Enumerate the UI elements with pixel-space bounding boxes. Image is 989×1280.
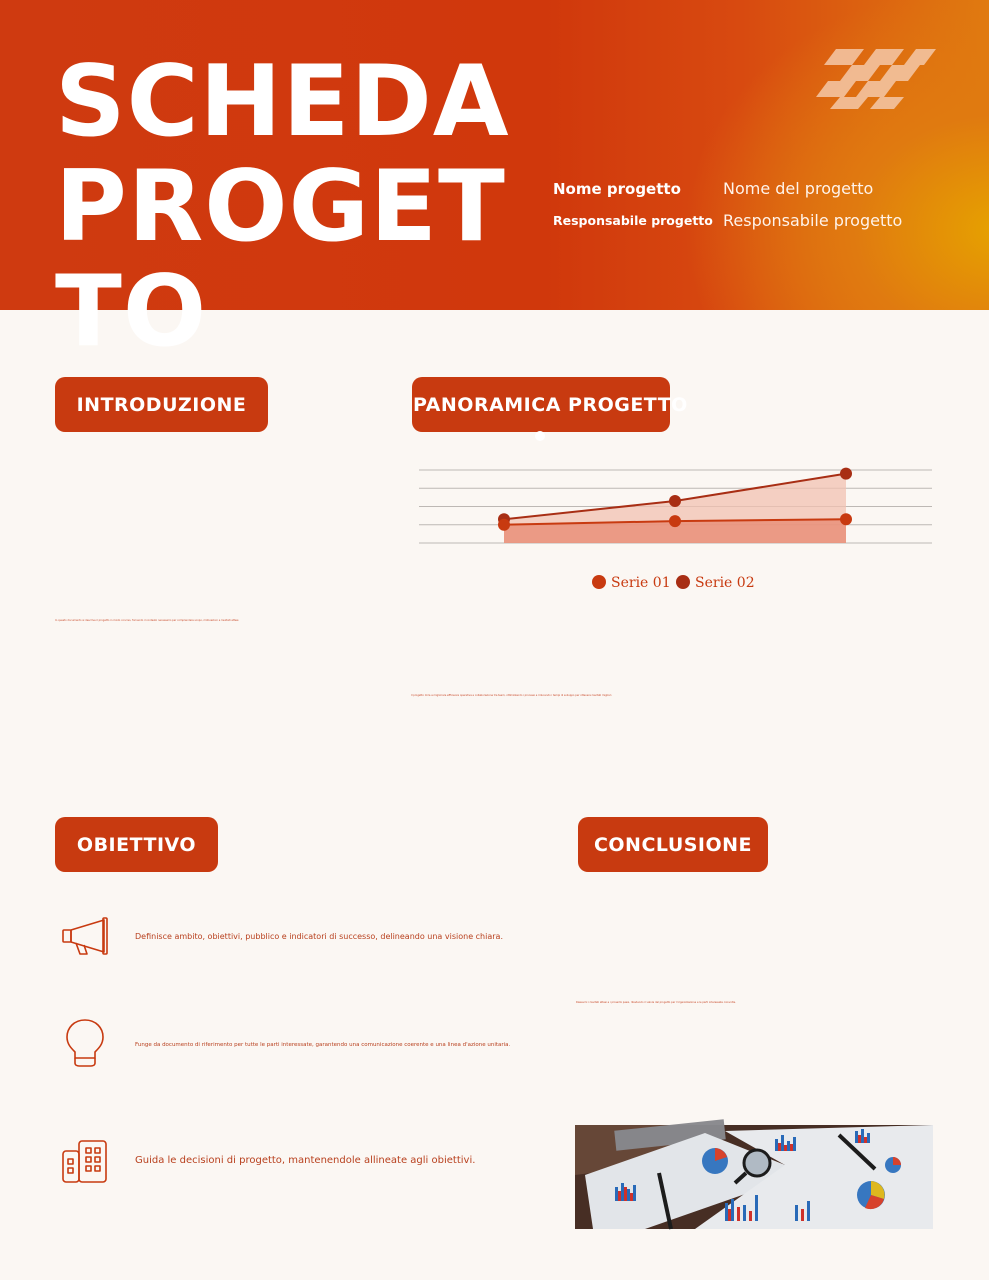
- page-title: SCHEDA PROGETTO: [55, 45, 510, 369]
- chart-marker-dot: [535, 431, 545, 441]
- chart-point-serie-01: [498, 519, 510, 531]
- section-heading-panoramica: PANORAMICA PROGETTO: [412, 377, 670, 432]
- conclusione-body: Riassumi i risultati attesi e i prossimi passi, ribadendo il valore del progetto per l'organizzazione e le parti interessate coinvolte.: [576, 1001, 736, 1004]
- buildings-icon: [60, 1139, 110, 1185]
- meta-label-owner: Responsabile progetto: [553, 213, 713, 228]
- section-heading-introduzione: INTRODUZIONE: [55, 377, 268, 432]
- chart-point-serie-01: [840, 513, 852, 525]
- legend-dot-serie-02: [676, 575, 690, 589]
- introduzione-body: In questo documento si descrive il progetto in modo conciso, fornendo il contesto necessario per comprendere scopo, motivazioni e risultati attesi.: [55, 619, 240, 622]
- chart-point-serie-01: [669, 515, 681, 527]
- chart-point-serie-02: [840, 468, 852, 480]
- header-banner: [0, 0, 989, 369]
- chart-point-serie-02: [669, 495, 681, 507]
- section-heading-conclusione: CONCLUSIONE: [578, 817, 768, 872]
- panoramica-body: Il progetto mira a migliorare efficienza operativa e collaborazione tra team, ottimizzando i processi e riducendo i tempi di sviluppo per ottenere risultati migliori.: [411, 694, 613, 697]
- obiettivo-item-2: Funge da documento di riferimento per tutte le parti interessate, garantendo una comunicazione coerente e una linea d'azione unitaria.: [135, 1042, 511, 1048]
- legend-serie-02: [676, 575, 755, 591]
- obiettivo-item-3: Guida le decisioni di progetto, mantenendole allineate agli obiettivi.: [135, 1155, 476, 1166]
- section-heading-obiettivo: OBIETTIVO: [55, 817, 218, 872]
- meta-label-project-name: Nome progetto: [553, 180, 681, 198]
- legend-label-serie-01: Serie 01: [611, 575, 671, 591]
- megaphone-icon: [60, 916, 110, 958]
- obiettivo-item-1: Definisce ambito, obiettivi, pubblico e indicatori di successo, delineando una visione chiara.: [135, 932, 503, 941]
- meta-value-project-name: Nome del progetto: [723, 179, 874, 198]
- legend-label-serie-02: Serie 02: [695, 575, 755, 591]
- legend-dot-serie-01: [592, 575, 606, 589]
- legend-serie-01: [592, 575, 671, 591]
- overview-chart: [416, 458, 936, 558]
- meta-value-owner: Responsabile progetto: [723, 211, 903, 230]
- lightbulb-icon: [60, 1018, 110, 1068]
- brand-logo-icon: [812, 45, 940, 113]
- analytics-photo: [575, 1125, 933, 1229]
